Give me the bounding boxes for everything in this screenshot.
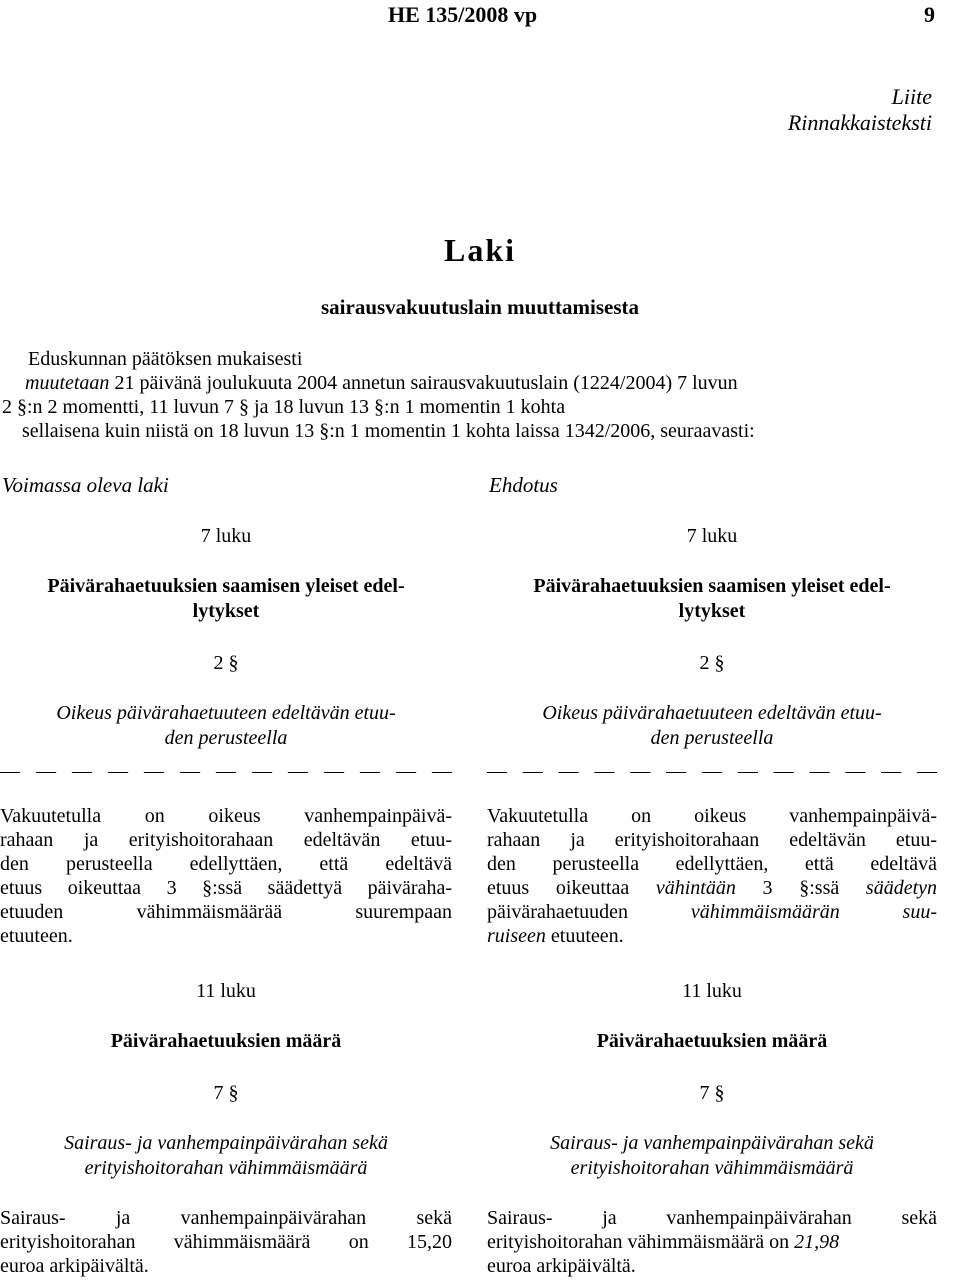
amendment-line-2: 2 §:n 2 momentti, 11 luvun 7 § ja 18 luvun 13 §:n 1 momentin 1 kohta (2, 396, 566, 418)
chapter-heading: 7 luku (200, 525, 252, 547)
text-run: etuuteen. (545, 925, 624, 947)
section-title-line-2: den perusteella (650, 727, 774, 749)
section-title-line-2: erityishoitorahan vähimmäismäärä (570, 1157, 854, 1179)
amend-text: 21 päivänä joulukuuta 2004 annetun sairausvakuutuslain (1224/2004) 7 luvun (109, 372, 738, 394)
paragraph-line: erityishoitorahan vähimmäismäärä on 15,20 (0, 1231, 452, 1253)
text-run: 3 §:ssä (735, 877, 866, 899)
paragraph-line (487, 1230, 937, 1254)
changed-text: säädetyn (865, 877, 937, 899)
paragraph-line: Sairaus- ja vanhempainpäivärahan sekä (487, 1207, 937, 1229)
amend-verb: muutetaan (25, 372, 110, 394)
section-title-line-1: Sairaus- ja vanhempainpäivärahan sekä (550, 1132, 874, 1154)
text-run: erityishoitorahan vähimmäismäärä on (487, 1231, 795, 1253)
changed-text: vähintään (655, 877, 736, 899)
section-paragraph (0, 804, 452, 948)
chapter-heading: 11 luku (682, 980, 742, 1002)
chapter-heading: 11 luku (196, 980, 256, 1002)
text-run: päivärahaetuuden (487, 901, 691, 923)
omission-dashes: — — — — — — — — — — — — — (487, 760, 937, 782)
section-title-line-1: Sairaus- ja vanhempainpäivärahan sekä (64, 1132, 388, 1154)
enactment-line: Eduskunnan päätöksen mukaisesti (28, 348, 303, 370)
paragraph-line: rahaan ja erityishoitorahaan edeltävän etuu- (0, 829, 452, 851)
section-paragraph (0, 1206, 452, 1278)
chapter-title: Päivärahaetuuksien määrä (110, 1030, 342, 1052)
chapter-title: Päivärahaetuuksien määrä (596, 1030, 828, 1052)
section-title-line-1: Oikeus päivärahaetuuteen edeltävän etuu- (542, 702, 882, 724)
document-id: HE 135/2008 vp (388, 2, 538, 27)
amendment-line-3: sellaisena kuin niistä on 18 luvun 13 §:n 1 momentin 1 kohta laissa 1342/2006, seuraavasti: (22, 420, 755, 442)
chapter-title-line-2: lytykset (192, 600, 260, 622)
current-law-column (0, 0, 452, 1281)
current-law-heading: Voimassa oleva laki (2, 473, 169, 497)
text-run: etuus oikeuttaa (487, 877, 656, 899)
paragraph-line: euroa arkipäivältä. (0, 1255, 149, 1277)
paragraph-line: Sairaus- ja vanhempainpäivärahan sekä (0, 1207, 452, 1229)
paragraph-line (487, 900, 937, 924)
paragraph-line: den perusteella edellyttäen, että edeltävä (0, 853, 452, 875)
section-number: 2 § (213, 652, 239, 674)
paragraph-line: etuuden vähimmäismäärää suurempaan (0, 901, 452, 923)
law-subtitle: sairausvakuutuslain muuttamisesta (321, 295, 639, 319)
section-paragraph (487, 804, 937, 948)
paragraph-line: etuus oikeuttaa 3 §:ssä säädettyä päiväraha- (0, 877, 452, 899)
section-number: 7 § (699, 1082, 725, 1104)
paragraph-line (487, 876, 937, 900)
section-title-line-2: den perusteella (164, 727, 288, 749)
chapter-title-line-1: Päivärahaetuuksien saamisen yleiset edel- (533, 575, 891, 597)
paragraph-line: Vakuutetulla on oikeus vanhempainpäivä- (0, 805, 452, 827)
omission-dashes: — — — — — — — — — — — — — (0, 760, 452, 782)
paragraph-line: rahaan ja erityishoitorahaan edeltävän etuu- (487, 829, 937, 851)
section-number: 7 § (213, 1082, 239, 1104)
proposal-heading: Ehdotus (489, 473, 558, 497)
paragraph-line (487, 924, 937, 948)
section-number: 2 § (699, 652, 725, 674)
section-title-line-1: Oikeus päivärahaetuuteen edeltävän etuu- (56, 702, 396, 724)
paragraph-line: euroa arkipäivältä. (487, 1255, 636, 1277)
appendix-title: Rinnakkaisteksti (787, 110, 932, 135)
section-paragraph (487, 1206, 937, 1278)
chapter-title-line-2: lytykset (678, 600, 746, 622)
section-title-line-2: erityishoitorahan vähimmäismäärä (84, 1157, 368, 1179)
law-title: Laki (443, 232, 517, 268)
changed-text: vähimmäismäärän suu- (690, 901, 937, 923)
changed-amount: 21,98 (794, 1231, 840, 1253)
page-number: 9 (924, 2, 935, 27)
paragraph-line: den perusteella edellyttäen, että edeltävä (487, 853, 937, 875)
appendix-label: Liite (891, 84, 932, 109)
chapter-heading: 7 luku (686, 525, 738, 547)
chapter-title-line-1: Päivärahaetuuksien saamisen yleiset edel- (47, 575, 405, 597)
changed-text: ruiseen (487, 925, 546, 947)
proposal-column (487, 0, 937, 1281)
paragraph-line: etuuteen. (0, 925, 73, 947)
paragraph-line: Vakuutetulla on oikeus vanhempainpäivä- (487, 805, 937, 827)
